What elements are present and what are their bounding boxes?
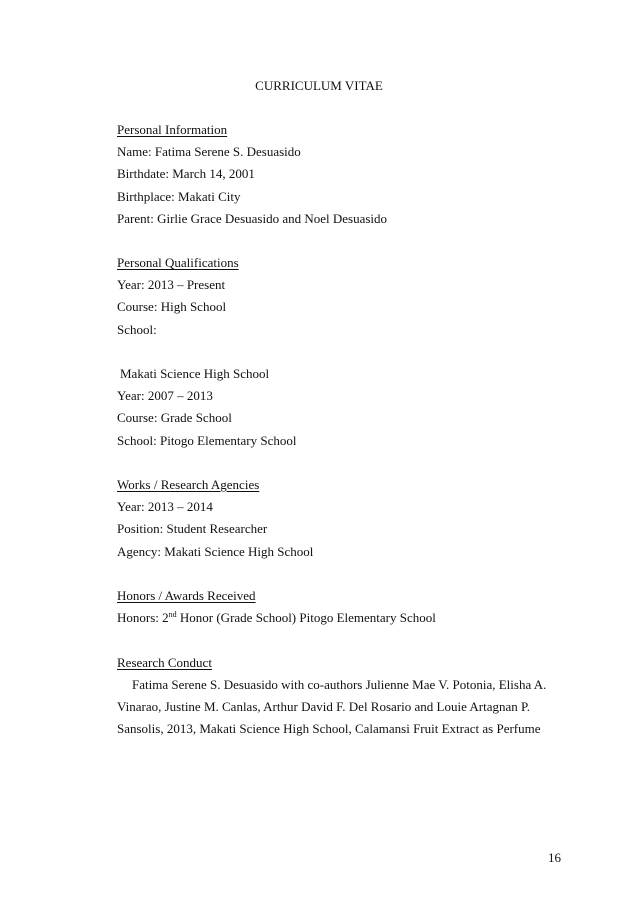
qualification-school-label: School: [117,322,157,337]
research-conduct-line: Vinarao, Justine M. Canlas, Arthur David F. Del Rosario and Louie Artagnan P. [117,699,531,714]
works-agency: Agency: Makati Science High School [117,544,314,559]
research-conduct-line: Fatima Serene S. Desuasido with co-authors Julienne Mae V. Potonia, Elisha A. [132,677,547,692]
parent-line: Parent: Girlie Grace Desuasido and Noel Desuasido [117,211,388,226]
works-heading: Works / Research Agencies [117,477,260,492]
qualification-school: School: Pitogo Elementary School [117,433,297,448]
honors-heading: Honors / Awards Received [117,588,256,603]
document-title: CURRICULUM VITAE [255,78,383,93]
honors-label: Honors: 2 [117,610,169,625]
qualification-year: Year: 2013 – Present [117,277,226,292]
honors-line [117,610,436,626]
works-position: Position: Student Researcher [117,521,268,536]
works-year: Year: 2013 – 2014 [117,499,213,514]
personal-information-heading: Personal Information [117,122,228,137]
honors-superscript: nd [168,610,177,619]
birthdate-line: Birthdate: March 14, 2001 [117,166,255,181]
page-number: 16 [548,850,561,865]
honors-rest: Honor (Grade School) Pitogo Elementary School [176,610,436,625]
research-conduct-line: Sansolis, 2013, Makati Science High School, Calamansi Fruit Extract as Perfume [117,721,541,736]
personal-qualifications-heading: Personal Qualifications [117,255,239,270]
qualification-course: Course: High School [117,299,227,314]
research-conduct-heading: Research Conduct [117,655,212,670]
qualification-course: Course: Grade School [117,410,232,425]
name-line: Name: Fatima Serene S. Desuasido [117,144,301,159]
qualification-year: Year: 2007 – 2013 [117,388,213,403]
birthplace-line: Birthplace: Makati City [117,189,241,204]
qualification-school-name: Makati Science High School [120,366,270,381]
